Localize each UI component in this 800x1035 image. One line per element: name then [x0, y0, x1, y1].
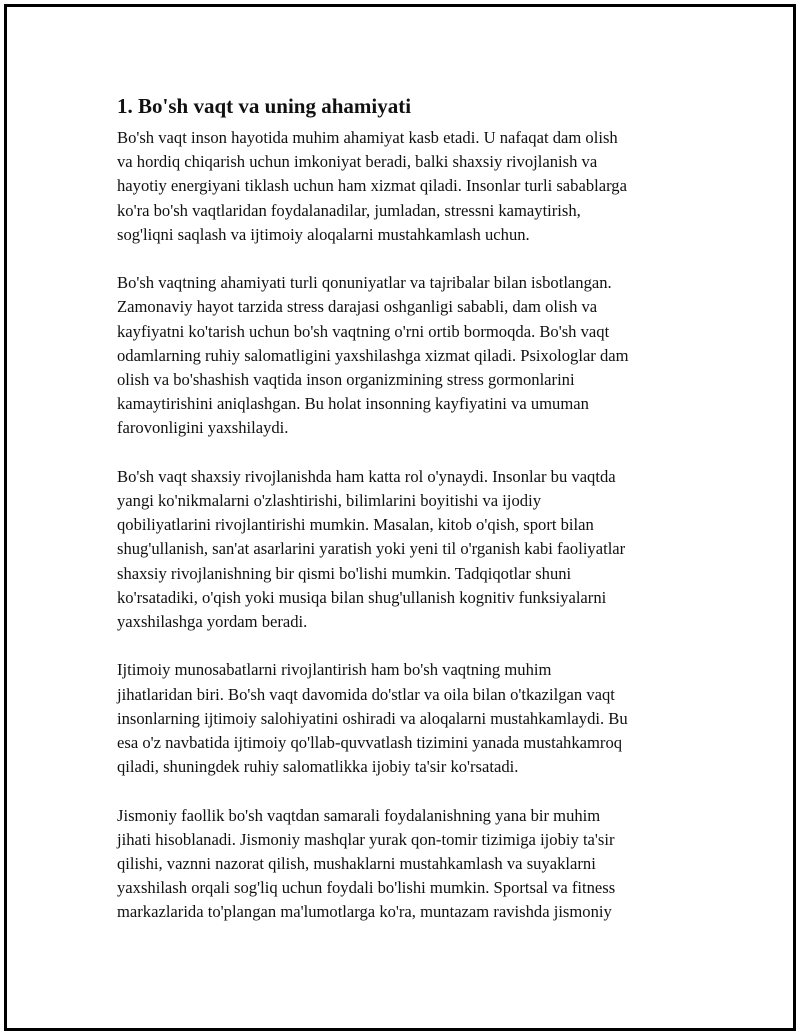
- text-line: shug'ullanish, san'at asarlarini yaratish yoki yeni til o'rganish kabi faoliyatlar: [117, 539, 626, 559]
- text-line: olish va bo'shashish vaqtida inson organizmining stress gormonlarini: [117, 370, 575, 390]
- paragraph-4: [117, 658, 687, 779]
- document-body: [117, 92, 687, 949]
- text-line: jihati hisoblanadi. Jismoniy mashqlar yurak qon-tomir tizimiga ijobiy ta'sir: [117, 829, 615, 849]
- text-line: yaxshilash orqali sog'liq uchun foydali bo'lishi mumkin. Sportsal va fitness: [117, 878, 616, 898]
- paragraph-2: [117, 271, 687, 440]
- text-line: kamaytirishini aniqlashgan. Bu holat insonning kayfiyatini va umuman: [117, 394, 589, 414]
- text-line: Bo'sh vaqtning ahamiyati turli qonuniyatlar va tajribalar bilan isbotlangan.: [117, 273, 612, 293]
- text-line: farovonligini yaxshilaydi.: [117, 418, 289, 438]
- text-line: odamlarning ruhiy salomatligini yaxshilashga xizmat qiladi. Psixologlar dam: [117, 345, 629, 365]
- text-line: yaxshilashga yordam beradi.: [117, 612, 308, 632]
- text-line: yangi ko'nikmalarni o'zlashtirishi, bilimlarini boyitishi va ijodiy: [117, 491, 541, 511]
- text-line: qiladi, shuningdek ruhiy salomatlikka ijobiy ta'sir ko'rsatadi.: [117, 757, 519, 777]
- text-line: Zamonaviy hayot tarzida stress darajasi oshganligi sababli, dam olish va: [117, 297, 598, 317]
- text-line: va hordiq chiqarish uchun imkoniyat beradi, balki shaxsiy rivojlanish va: [117, 152, 598, 172]
- paragraph-5: [117, 804, 687, 925]
- text-line: Jismoniy faollik bo'sh vaqtdan samarali foydalanishning yana bir muhim: [117, 805, 601, 825]
- text-line: jihatlaridan biri. Bo'sh vaqt davomida do'stlar va oila bilan o'tkazilgan vaqt: [117, 684, 615, 704]
- text-line: ko'ra bo'sh vaqtlaridan foydalanadilar, jumladan, stressni kamaytirish,: [117, 200, 581, 220]
- paragraph-3: [117, 465, 687, 634]
- text-line: shaxsiy rivojlanishning bir qismi bo'lishi mumkin. Tadqiqotlar shuni: [117, 563, 572, 583]
- text-line: markazlarida to'plangan ma'lumotlarga ko'ra, muntazam ravishda jismoniy: [117, 902, 612, 922]
- text-line: qobiliyatlarini rivojlantirishi mumkin. Masalan, kitob o'qish, sport bilan: [117, 515, 594, 535]
- paragraph-1: [117, 126, 687, 247]
- text-line: ko'rsatadiki, o'qish yoki musiqa bilan shug'ullanish kognitiv funksiyalarni: [117, 587, 607, 607]
- text-line: hayotiy energiyani tiklash uchun ham xizmat qiladi. Insonlar turli sabablarga: [117, 176, 627, 196]
- text-line: qilishi, vaznni nazorat qilish, mushaklarni mustahkamlash va suyaklarni: [117, 854, 596, 874]
- text-line: insonlarning ijtimoiy salohiyatini oshiradi va aloqalarni mustahkamlaydi. Bu: [117, 708, 628, 728]
- text-line: Bo'sh vaqt inson hayotida muhim ahamiyat kasb etadi. U nafaqat dam olish: [117, 128, 618, 147]
- section-heading: 1. Bo'sh vaqt va uning ahamiyati: [117, 94, 412, 118]
- text-line: Bo'sh vaqt shaxsiy rivojlanishda ham katta rol o'ynaydi. Insonlar bu vaqtda: [117, 466, 616, 486]
- text-line: esa o'z navbatida ijtimoiy qo'llab-quvvatlash tizimini yanada mustahkamroq: [117, 733, 623, 753]
- text-line: sog'liqni saqlash va ijtimoiy aloqalarni mustahkamlash uchun.: [117, 224, 530, 244]
- text-line: Ijtimoiy munosabatlarni rivojlantirish ham bo'sh vaqtning muhim: [117, 660, 552, 680]
- text-line: kayfiyatni ko'tarish uchun bo'sh vaqtning o'rni ortib bormoqda. Bo'sh vaqt: [117, 321, 610, 341]
